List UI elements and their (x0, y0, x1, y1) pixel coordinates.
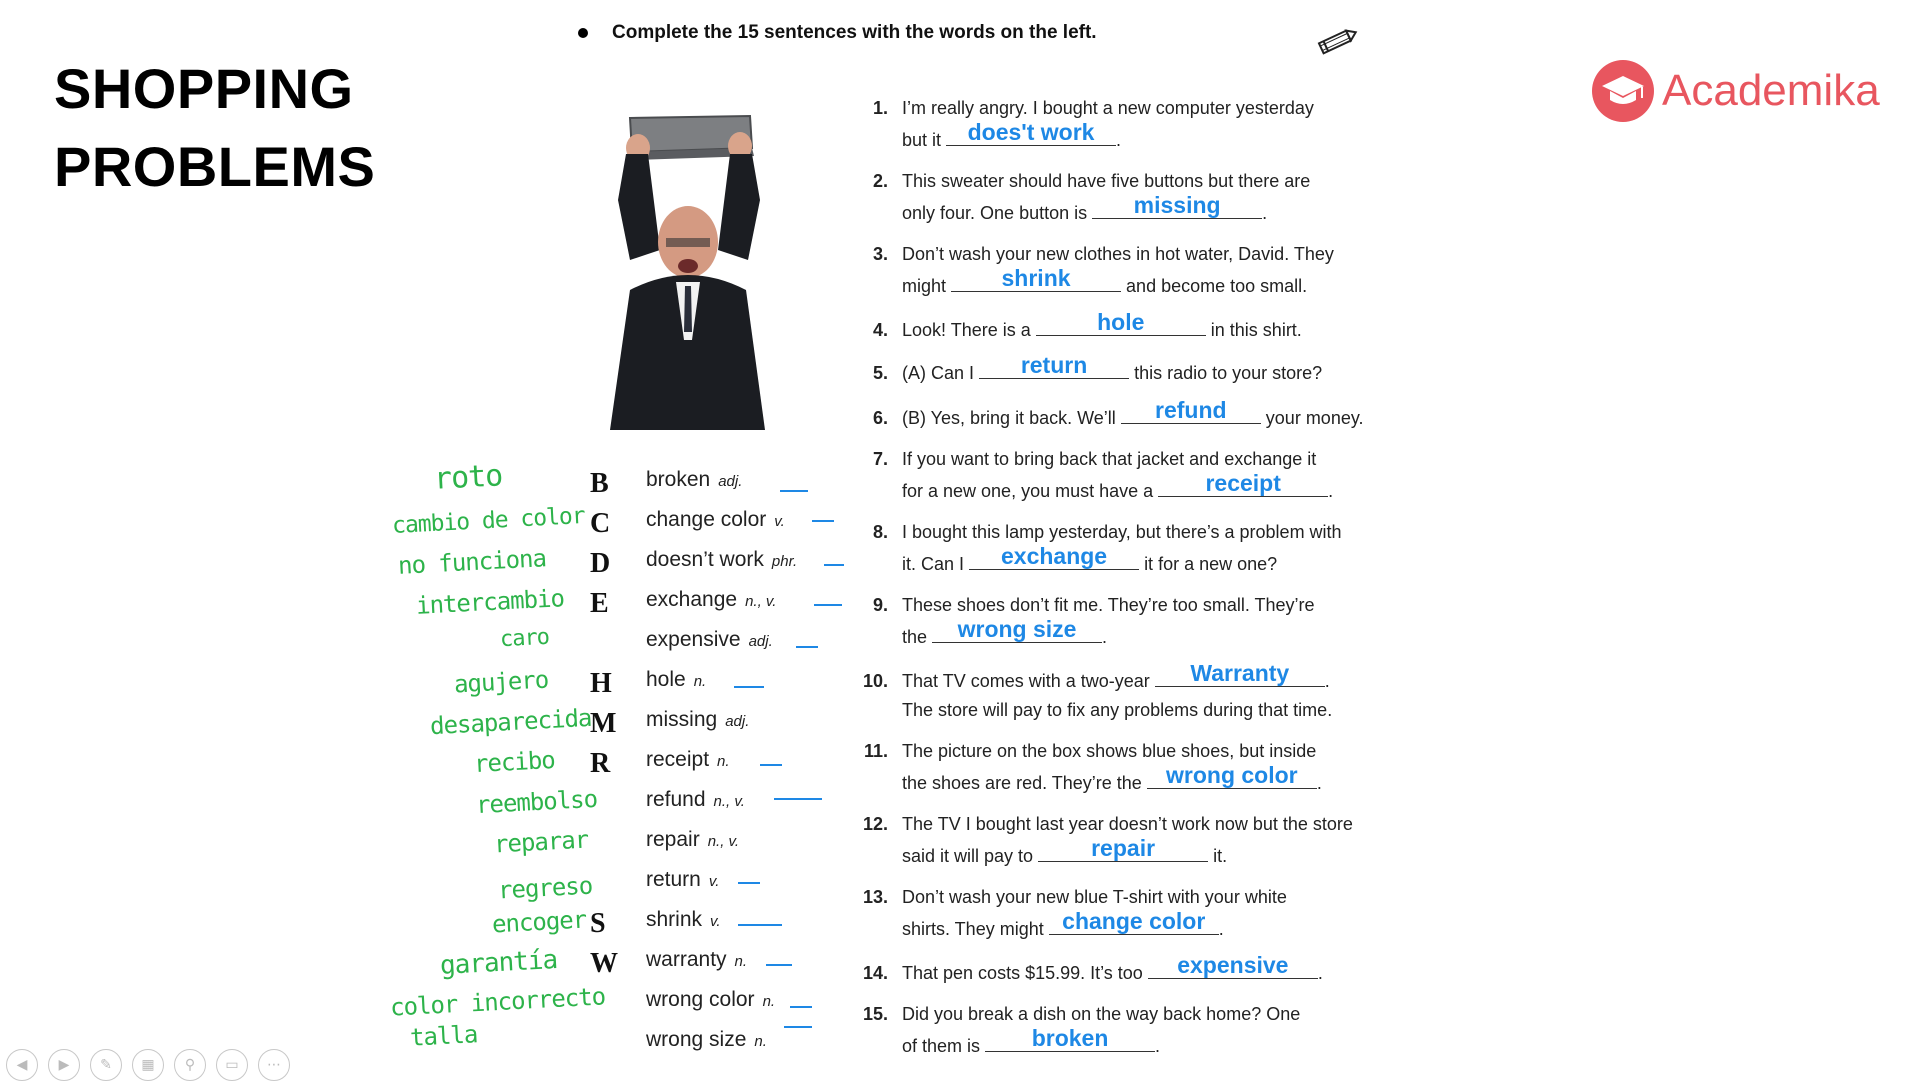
title-line-1: SHOPPING (54, 57, 354, 120)
more-options-icon[interactable]: ⋯ (258, 1049, 290, 1081)
answer-blank[interactable]: expensive (1148, 956, 1318, 979)
blue-dash (814, 604, 842, 606)
vocab-word: expensive adj. (646, 628, 773, 651)
blue-dash (796, 646, 818, 648)
previous-slide-icon[interactable]: ◀ (6, 1049, 38, 1081)
question-6: 6. (B) Yes, bring it back. We’ll refund your money. (872, 397, 1364, 428)
answer-letter: M (590, 708, 617, 739)
answer-blank[interactable]: broken (985, 1029, 1155, 1052)
question-9: 9. These shoes don’t fit me. They’re too small. They’re the wrong size . (872, 595, 1315, 647)
instruction-text: Complete the 15 sentences with the words on the left. (612, 22, 1097, 43)
handwritten-note: garantía (439, 944, 558, 982)
answer-letter: W (590, 948, 618, 979)
vocab-word: repair n., v. (646, 828, 740, 851)
zoom-icon[interactable]: ⚲ (174, 1049, 206, 1081)
vocab-word: doesn’t work phr. (646, 548, 798, 571)
blue-dash (760, 764, 782, 766)
question-5: 5. (A) Can I return this radio to your store? (872, 352, 1323, 383)
handwritten-note: recibo (473, 745, 556, 779)
instruction (578, 22, 1097, 44)
vocab-word: hole n. (646, 668, 707, 691)
answer-blank[interactable]: shrink (951, 269, 1121, 292)
vocab-word: exchange n., v. (646, 588, 777, 611)
question-10: 10. That TV comes with a two-year Warranty . The store will pay to fix any problems during that time. (862, 660, 1333, 720)
blue-dash (738, 924, 782, 926)
blue-dash (812, 520, 834, 522)
presentation-toolbar (6, 1049, 290, 1081)
blue-dash (774, 798, 822, 800)
answer-blank[interactable]: hole (1036, 313, 1206, 336)
answer-blank[interactable]: wrong color (1147, 766, 1317, 789)
vocab-word: refund n., v. (646, 788, 745, 811)
handwritten-note: intercambio (415, 584, 565, 620)
subtitles-icon[interactable]: ▭ (216, 1049, 248, 1081)
blue-dash (780, 490, 808, 492)
question-3: 3. Don’t wash your new clothes in hot water, David. They might shrink and become too small. (872, 244, 1334, 296)
answer-blank[interactable]: Warranty (1155, 664, 1325, 687)
handwritten-note: encoger (491, 905, 587, 939)
question-14: 14. That pen costs $15.99. It’s too expensive . (862, 952, 1323, 983)
vocab-word: change color v. (646, 508, 785, 531)
handwritten-note: no funciona (397, 544, 547, 580)
vocab-word: missing adj. (646, 708, 750, 731)
answer-letter: D (590, 548, 611, 579)
bullet-icon (578, 28, 588, 38)
question-4: 4. Look! There is a hole in this shirt. (872, 309, 1302, 340)
answer-blank[interactable]: does't work (946, 123, 1116, 146)
answer-blank[interactable]: exchange (969, 547, 1139, 570)
slide-title (54, 50, 375, 206)
vocab-word: shrink v. (646, 908, 721, 931)
blue-dash (734, 686, 764, 688)
handwritten-note: agujero (453, 665, 549, 699)
handwritten-note: caro (499, 624, 550, 653)
question-1: 1. I’m really angry. I bought a new computer yesterday but it does't work . (872, 98, 1314, 150)
answer-blank[interactable]: receipt (1158, 474, 1328, 497)
blue-dash (766, 964, 792, 966)
answer-letter: B (590, 468, 609, 499)
answer-blank[interactable]: return (979, 356, 1129, 379)
handwritten-note: roto (433, 458, 504, 497)
handwritten-note: desaparecida (429, 703, 593, 741)
vocab-word: receipt n. (646, 748, 730, 771)
question-7: 7. If you want to bring back that jacket and exchange it for a new one, you must have a receipt . (872, 449, 1334, 501)
answer-letter: E (590, 588, 609, 619)
vocab-word: wrong size n. (646, 1028, 767, 1051)
question-2: 2. This sweater should have five buttons but there are only four. One button is missing . (872, 171, 1311, 223)
blue-dash (824, 564, 844, 566)
vocab-word: warranty n. (646, 948, 748, 971)
answer-letter: R (590, 748, 611, 779)
handwritten-note: color incorrecto (389, 982, 606, 1022)
pencil-icon (1312, 24, 1360, 60)
blue-dash (738, 882, 760, 884)
question-12: 12. The TV I bought last year doesn’t work now but the store said it will pay to repair it. (862, 814, 1353, 866)
answer-blank[interactable]: wrong size (932, 620, 1102, 643)
blue-dash (790, 1006, 812, 1008)
handwritten-note: regreso (497, 871, 593, 905)
handwritten-note: reembolso (475, 784, 598, 820)
title-line-2: PROBLEMS (54, 135, 376, 198)
answer-letter: C (590, 508, 611, 539)
logo-text: Academika (1662, 66, 1880, 115)
answer-blank[interactable]: change color (1049, 912, 1219, 935)
angry-man-laptop-image (590, 110, 780, 430)
answer-blank[interactable]: refund (1121, 401, 1261, 424)
answer-letter: S (590, 908, 606, 939)
question-11: 11. The picture on the box shows blue shoes, but inside the shoes are red. They’re the wrong color . (863, 741, 1322, 793)
handwritten-note: cambio de color (391, 502, 586, 540)
handwritten-note: talla (409, 1020, 478, 1052)
pen-icon[interactable]: ✎ (90, 1049, 122, 1081)
answer-letter: H (590, 668, 612, 699)
answer-blank[interactable]: repair (1038, 839, 1208, 862)
slides-grid-icon[interactable]: ▦ (132, 1049, 164, 1081)
question-8: 8. I bought this lamp yesterday, but there’s a problem with it. Can I exchange it for a new one? (872, 522, 1342, 574)
handwritten-note: reparar (493, 825, 589, 859)
vocab-word: return v. (646, 868, 720, 891)
vocab-word: broken adj. (646, 468, 743, 491)
graduation-cap-icon (1592, 60, 1654, 122)
academika-logo (1592, 56, 1892, 126)
answer-blank[interactable]: missing (1092, 196, 1262, 219)
question-13: 13. Don’t wash your new blue T-shirt with your white shirts. They might change color . (862, 887, 1287, 939)
vocab-word: wrong color n. (646, 988, 776, 1011)
blue-dash (784, 1026, 812, 1028)
question-15: 15. Did you break a dish on the way back home? One of them is broken . (862, 1004, 1301, 1056)
next-slide-icon[interactable]: ▶ (48, 1049, 80, 1081)
